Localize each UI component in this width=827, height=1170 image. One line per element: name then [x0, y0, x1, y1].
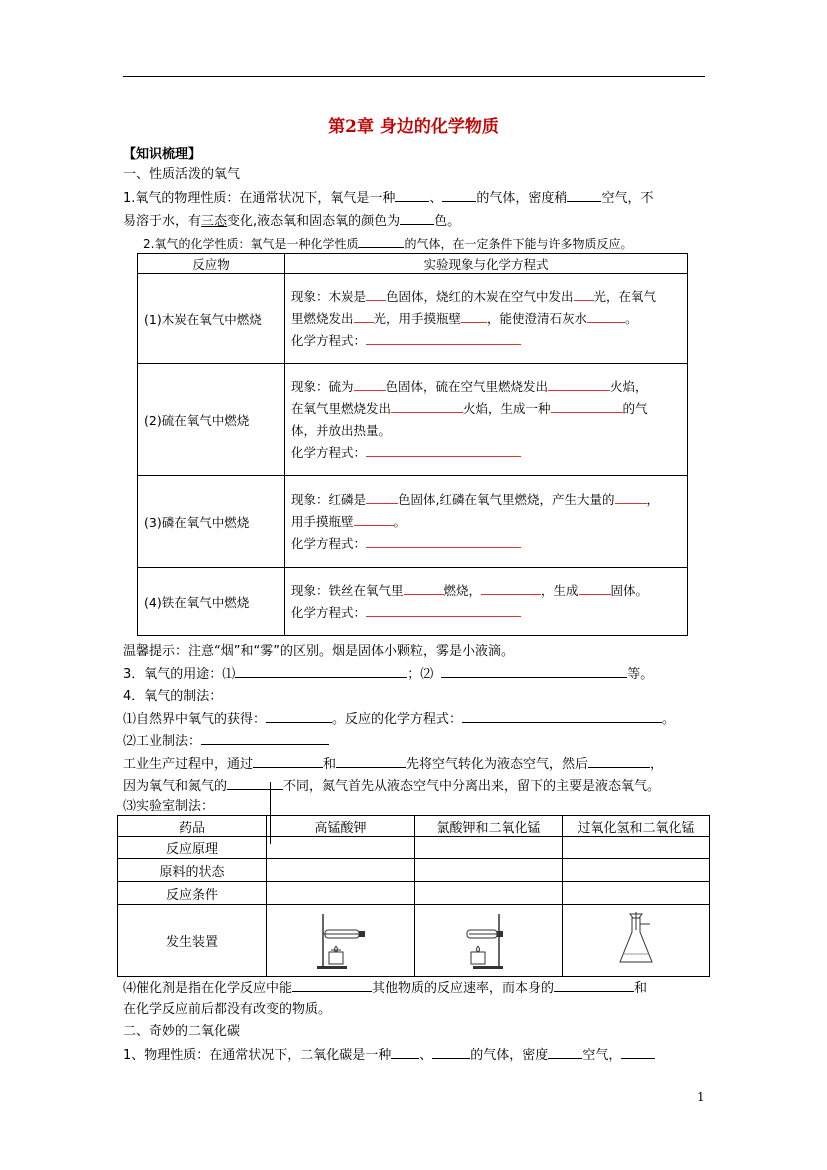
reactant-cell: (3)磷在氧气中燃烧 [138, 476, 285, 568]
header-kclo3: 氯酸钾和二氧化锰 [415, 816, 563, 837]
flask-apparatus-icon [606, 910, 666, 972]
paragraph-catalyst-cont: 在化学反应前后都没有改变的物质。 [123, 1002, 332, 1017]
paragraph-catalyst: ⑷催化剂是指在化学反应中能 其他物质的反应速率，而本身的 和 [123, 981, 648, 996]
paragraph-oxygen-physical-cont: 易溶于水，有三态变化,液态氧和固态氧的颜色为 色。 [123, 214, 461, 229]
paragraph-industrial-process-cont: 因为氧气和氮气的 不同，氮气首先从液态空气中分离出来，留下的主要是液态氧气。 [123, 779, 661, 794]
section-label: 【知识梳理】 [123, 147, 202, 162]
heating-apparatus-icon [311, 910, 371, 972]
paragraph-natural-oxygen: ⑴自然界中氧气的获得： 。反应的化学方程式： 。 [123, 712, 676, 727]
header-phenomenon: 实验现象与化学方程式 [285, 254, 688, 274]
row-label: 反应原理 [118, 837, 267, 859]
page-number: 1 [697, 1090, 705, 1104]
heating-apparatus-icon [459, 910, 519, 972]
phenomenon-cell: 现象：铁丝在氧气里 燃烧， ，生成 固体。 化学方程式： [285, 568, 688, 636]
row-label: 反应条件 [118, 882, 267, 905]
paragraph-oxygen-chemical: 2.氧气的化学性质：氧气是一种化学性质 的气体，在一定条件下能与许多物质反应。 [143, 237, 633, 251]
table-row [138, 274, 688, 364]
header-kmno4: 高锰酸钾 [267, 816, 415, 837]
phenomenon-cell: 现象：红磷是 色固体,红磷在氧气里燃烧，产生大量的 ， 用手摸瓶壁 。 化学方程式： [285, 476, 688, 568]
table-row [138, 364, 688, 476]
table-row [118, 859, 710, 882]
reactant-cell: (2)硫在氧气中燃烧 [138, 364, 285, 476]
paragraph-lab: ⑶实验室制法： [123, 799, 215, 814]
paragraph-oxygen-uses: 3．氧气的用途：⑴ ；⑵ 等。 [123, 667, 654, 682]
section-heading-co2: 二、奇妙的二氧化碳 [123, 1024, 241, 1039]
phenomenon-cell: 现象：木炭是 色固体，烧红的木炭在空气中发出 光，在氧气 里燃烧发出 光，用手摸瓶壁 ，能使澄清石灰水 。 化学方程式： [285, 274, 688, 364]
table-row [118, 905, 710, 977]
reactant-cell: (1)木炭在氧气中燃烧 [138, 274, 285, 364]
header-rule [123, 76, 705, 77]
apparatus-cell [267, 905, 415, 977]
header-drug: 药品 [118, 816, 267, 837]
row-label: 发生装置 [118, 905, 267, 977]
table-row [118, 837, 710, 859]
section-heading-oxygen: 一、性质活泼的氧气 [123, 167, 241, 182]
row-label: 原料的状态 [118, 859, 267, 882]
table-row [138, 476, 688, 568]
tip-text: 温馨提示：注意“烟”和“雾”的区别。烟是固体小颗粒，雾是小液滴。 [123, 644, 514, 659]
paragraph-co2-physical: 1、物理性质：在通常状况下，二氧化碳是一种 、 的气体，密度 空气， [123, 1046, 655, 1065]
paragraph-oxygen-prep: 4．氧气的制法： [123, 689, 223, 704]
paragraph-industrial: ⑵工业制法： [123, 732, 329, 751]
lab-prep-table [117, 815, 710, 977]
header-h2o2: 过氧化氢和二氧化锰 [563, 816, 710, 837]
paragraph-oxygen-physical: 1.氧气的物理性质：在通常状况下，氧气是一种 、 的气体，密度稍 空气，不 [123, 191, 654, 206]
header-reactant: 反应物 [138, 254, 285, 274]
reactant-cell: (4)铁在氧气中燃烧 [138, 568, 285, 636]
apparatus-cell [415, 905, 563, 977]
table-row [138, 568, 688, 636]
paragraph-industrial-process: 工业生产过程中，通过 和 先将空气转化为液态空气，然后 ， [123, 757, 664, 772]
page-title: 第2章 身边的化学物质 [328, 117, 499, 137]
combustion-table [137, 253, 688, 636]
apparatus-cell [563, 905, 710, 977]
table-row [118, 882, 710, 905]
phenomenon-cell: 现象：硫为 色固体，硫在空气里燃烧发出 火焰， 在氧气里燃烧发出 火焰，生成一种 的气 体，并放出热量。 化学方程式： [285, 364, 688, 476]
